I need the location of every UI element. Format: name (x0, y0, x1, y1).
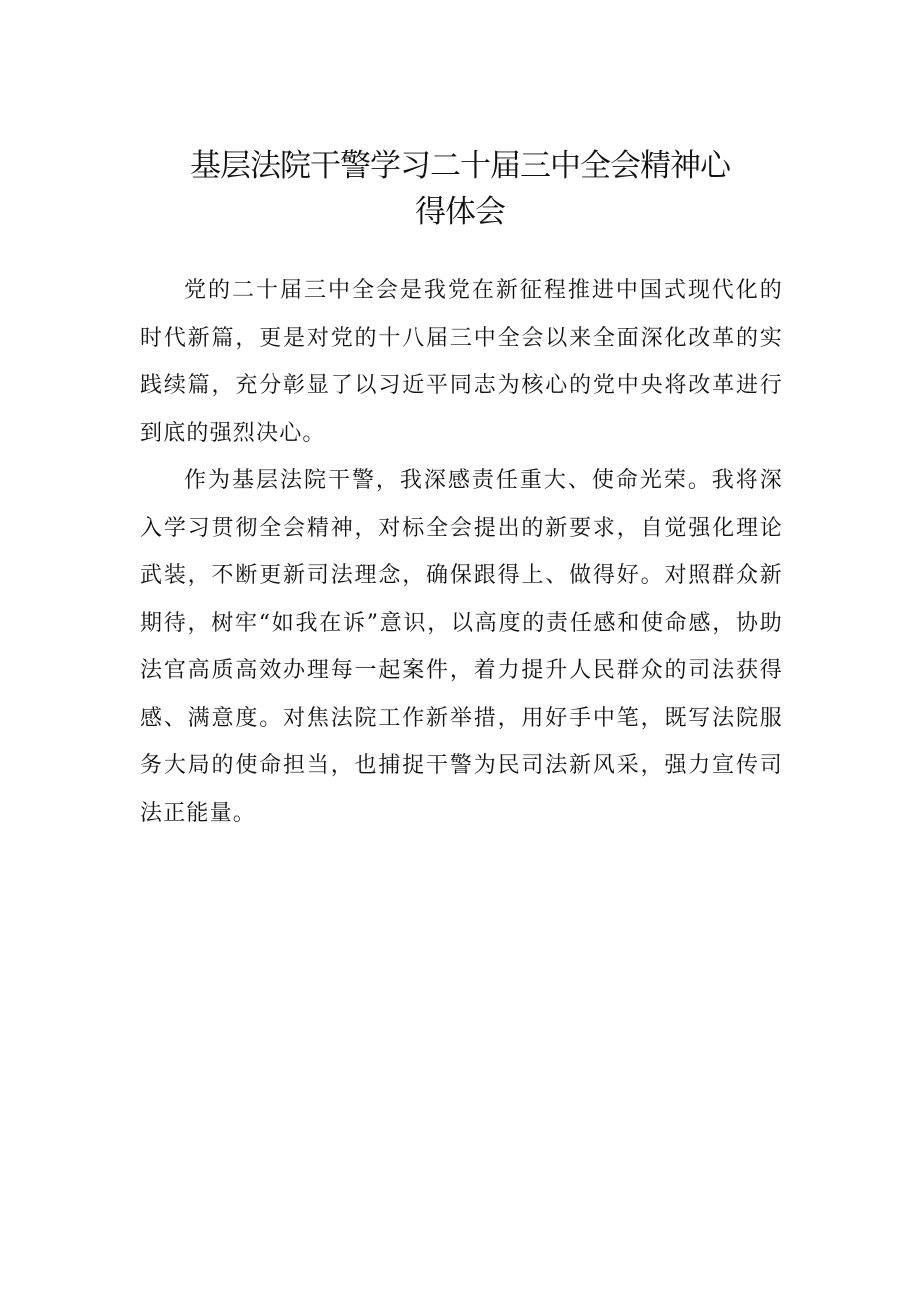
paragraph-2: 作为基层法院干警，我深感责任重大、使命光荣。我将深入学习贯彻全会精神，对标全会提出的新要求，自觉强化理论武装，不断更新司法理念，确保跟得上、做得好。对照群众新期待，树牢“如我在诉”意识，以高度的责任感和使命感，协助法官高质高效办理每一起案件，着力提升人民群众的司法获得感、满意度。对焦法院工作新举措，用好手中笔，既写法院服务大局的使命担当，也捕捉干警为民司法新风采，强力宣传司法正能量。 (140, 468, 783, 826)
document-title-line-2: 得体会 (415, 194, 505, 230)
paragraph-1: 党的二十届三中全会是我党在新征程推进中国式现代化的时代新篇，更是对党的十八届三中全会以来全面深化改革的实践续篇，充分彰显了以习近平同志为核心的党中央将改革进行到底的强烈决心。 (140, 278, 783, 446)
document-title-line-1: 基层法院干警学习二十届三中全会精神心 (190, 148, 730, 184)
document-body (140, 267, 783, 837)
document-title (140, 143, 780, 235)
